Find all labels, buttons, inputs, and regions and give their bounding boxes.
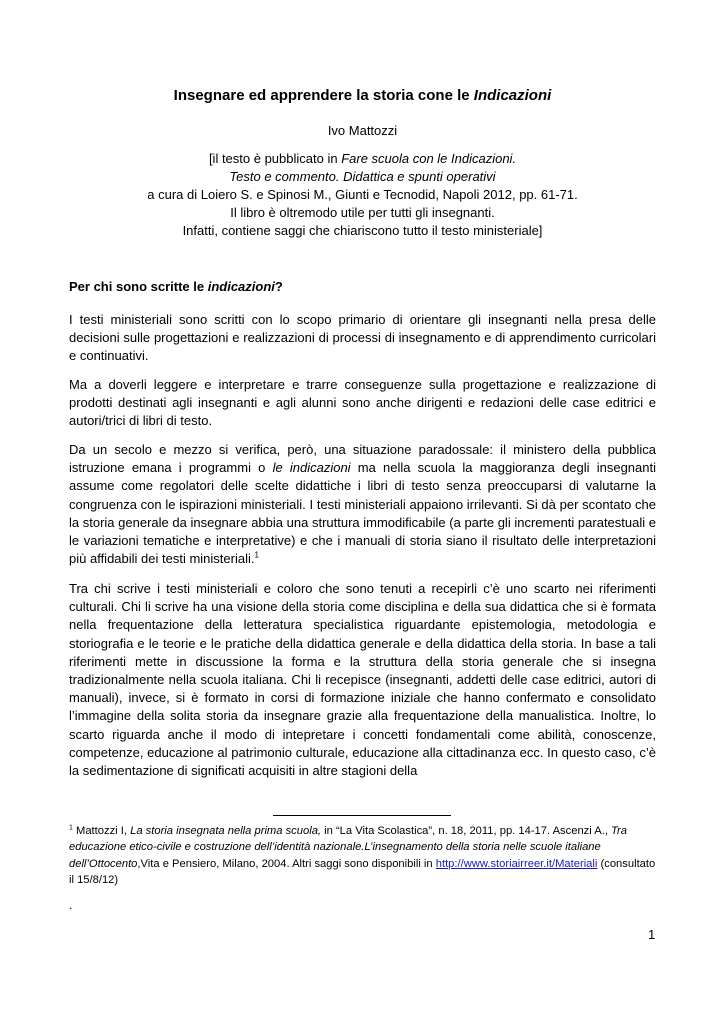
publication-note-line-2: Testo e commento. Didattica e spunti operativi <box>229 169 496 184</box>
footnote: $^1$ Mattozzi I, La storia insegnata nella prima scuola, in “La Vita Scolastica”, n. 18, 2011, pp. 14-17. Ascenzi A., Tra educazione etico-civile e costruzione dell’identità nazionale.L’insegnamento della storia nelle scuole italiane dell’Ottocento,Vita e Pensiero, Milano, 2004. Altri saggi sono disponibili in http://www.storiairreer.it/Materiali (consultato il 15/8/12) <box>69 824 656 887</box>
publication-note-line-1: [il testo è pubblicato in Fare scuola con le Indicazioni. <box>208 151 517 166</box>
publication-note-line-5: Infatti, contiene saggi che chiariscono tutto il testo ministeriale] <box>182 223 543 238</box>
paragraph-1: I testi ministeriali sono scritti con lo scopo primario di orientare gli insegnanti nella presa delle decisioni sulle progettazioni e realizzazioni di processi di insegnamento e di apprendimento curricolari e continuativi. <box>69 312 656 364</box>
paragraph-2: Ma a doverli leggere e interpretare e trarre conseguenze sulla progettazione e realizzazione di prodotti destinati agli insegnanti e agli alunni sono anche dirigenti e redazioni delle case editrici e autori/trici di libri di testo. <box>69 377 656 429</box>
document-title <box>0 87 725 104</box>
page-number: 1 <box>648 927 656 942</box>
publication-note-line-3: a cura di Loiero S. e Spinosi M., Giunti e Tecnodid, Napoli 2012, pp. 61-71. <box>147 187 578 202</box>
publication-note-line-4: Il libro è oltremodo utile per tutti gli insegnanti. <box>230 205 495 220</box>
paragraph-3: Da un secolo e mezzo si verifica, però, una situazione paradossale: il ministero della pubblica istruzione emana i programmi o le indicazioni ma nella scuola la maggioranza degli insegnanti assume come regolatori delle scelte didattiche i libri di testo senza preoccuparsi di valutarne la congruenza con le ispirazioni ministeriali. I testi ministeriali appaiono irrilevanti. Si dà per scontato che la storia generale da insegnare abbia una struttura immodificabile (a parte gli incrementi paratestuali e le variazioni tematiche e interpretative) e che i manuali di storia siano il risultato delle interpretazioni più affidabili dei testi ministeriali.$^1$ <box>69 442 656 567</box>
paragraph-4: Tra chi scrive i testi ministeriali e coloro che sono tenuti a recepirli c’è uno scarto nei riferimenti culturali. Chi li scrive ha una visione della storia come disciplina e della sua didattica che si è formata nella frequentazione della letteratura specialistica riguardante epistemologia, metodologia e storiografia e le teorie e le pratiche della didattica generale e della didattica della storia. In base a tali riferimenti mette in discussione la forma e la struttura della storia generale che si insegna tradizionalmente nella scuola italiana. Chi li recepisce (insegnanti, addetti delle case editrici, autori di manuali), invece, si è formato in corsi di formazione iniziale che hanno confermato e consolidato l’immagine della solita storia da insegnare grazie alla frequentazione della manualistica. Inoltre, lo scarto riguarda anche il modo di intepretare i concetti fondamentali come abilità, conoscenze, competenze, educazione al patrimonio culturale, educazione alla cittadinanza ecc. In questo caso, c’è la sedimentazione di significati acquisiti in altre stagioni della <box>69 581 656 779</box>
stray-dot: . <box>69 898 73 912</box>
title-main: Insegnare ed apprendere la storia cone le <box>173 87 474 104</box>
footnote-link[interactable]: http://www.storiairreer.it/Materiali <box>435 857 598 870</box>
footnote-reference[interactable]: 1 <box>254 550 259 560</box>
author-name: Ivo Mattozzi <box>327 123 398 138</box>
footnote-separator <box>273 815 451 816</box>
section-heading: Per chi sono scritte le indicazioni? <box>69 279 283 294</box>
publication-note <box>0 150 725 240</box>
title-italic: Indicazioni <box>473 87 552 104</box>
footnote-number: 1 <box>69 824 73 832</box>
